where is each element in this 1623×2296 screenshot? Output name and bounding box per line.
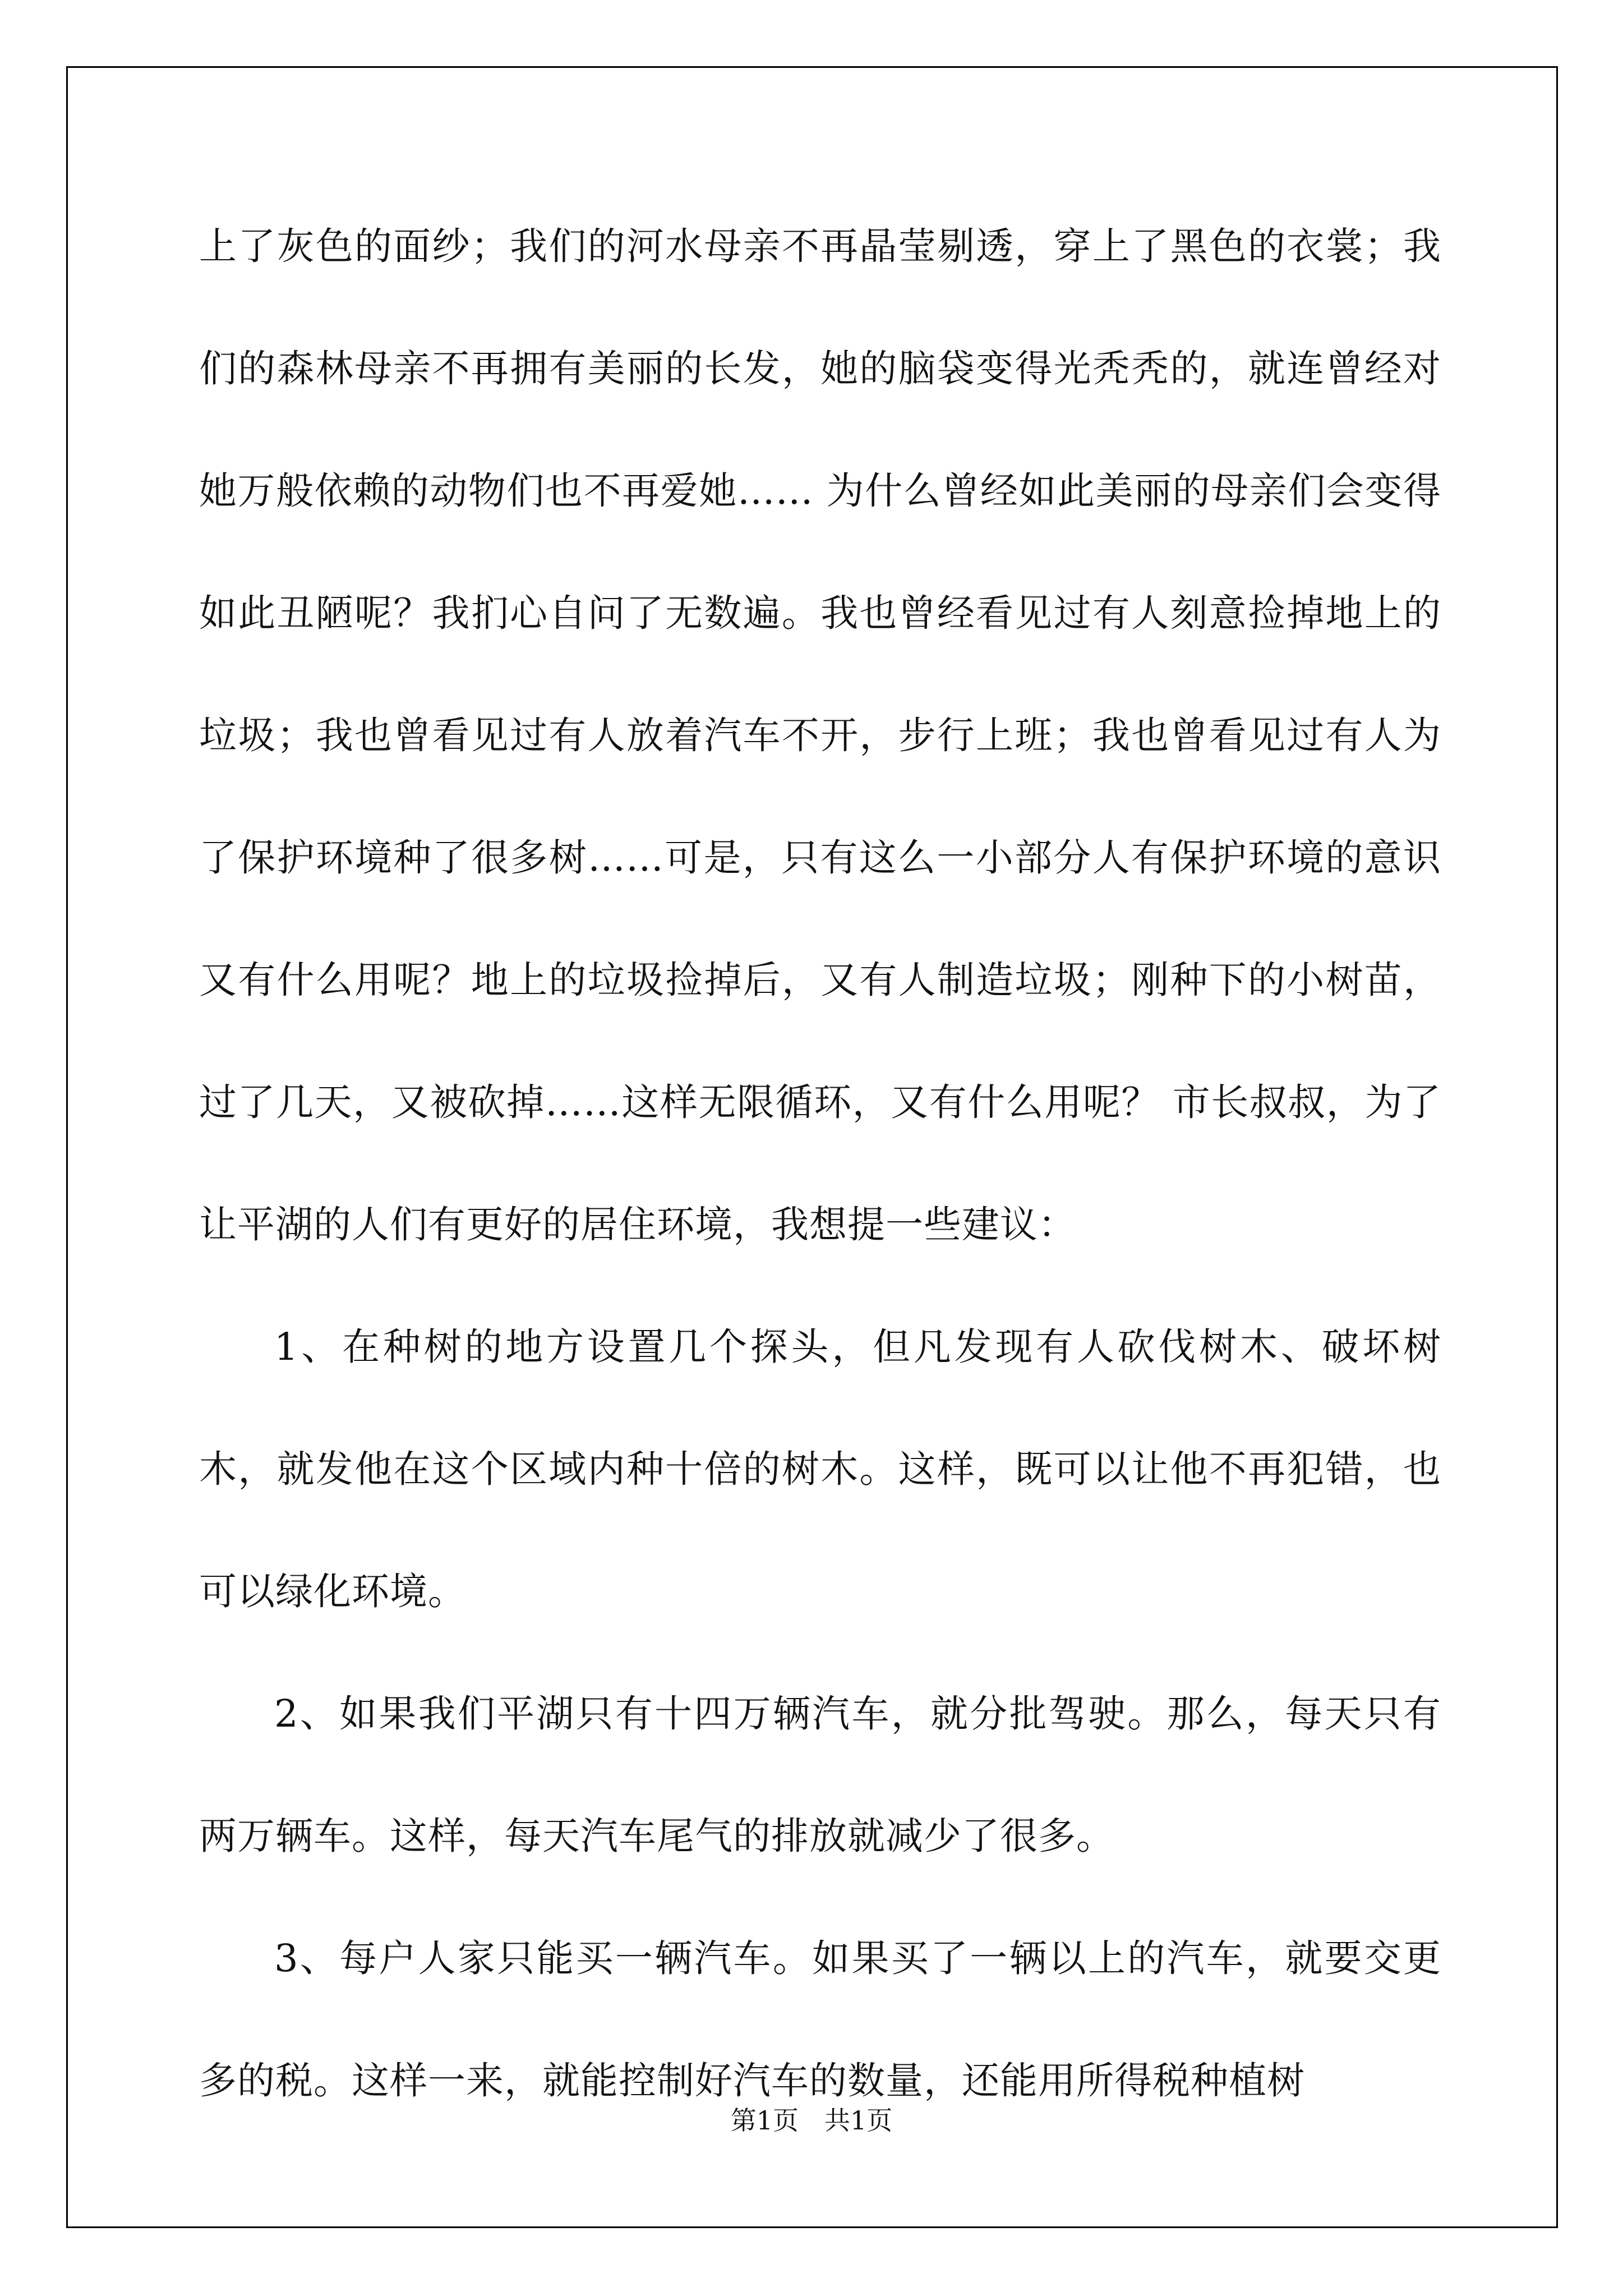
paragraph-2: 1、在种树的地方设置几个探头，但凡发现有人砍伐树木、破坏树木，就发他在这个区域内种十倍的树木。这样，既可以让他不再犯错，也可以绿化环境。: [199, 1325, 1441, 1613]
paragraph-1: 上了灰色的面纱；我们的河水母亲不再晶莹剔透，穿上了黑色的衣裳；我们的森林母亲不再拥有美丽的长发，她的脑袋变得光秃秃的，就连曾经对她万般依赖的动物们也不再爱她…… 为什么曾经如此美丽的母亲们会变得如此丑陋呢？我扪心自问了无数遍。我也曾经看见过有人刻意捡掉地上的垃圾；我也曾看见过有人放着汽车不开，步行上班；我也曾看见过有人为了保护环境种了很多树……可是，只有这么一小部分人有保护环境的意识又有什么用呢？地上的垃圾捡掉后，又有人制造垃圾；刚种下的小树苗，过了几天，又被砍掉……这样无限循环，又有什么用呢？ 市长叔叔，为了让平湖的人们有更好的居住环境，我想提一些建议：: [199, 224, 1441, 1246]
paragraph-3: 2、如果我们平湖只有十四万辆汽车，就分批驾驶。那么，每天只有两万辆车。这样，每天汽车尾气的排放就减少了很多。: [199, 1692, 1441, 1858]
page-number-total: 共1页: [824, 2105, 893, 2136]
page-number-current: 第1页: [730, 2105, 799, 2136]
document-body: [199, 185, 1441, 2142]
page-footer: [0, 2104, 1623, 2137]
paragraph-4: 3、每户人家只能买一辆汽车。如果买了一辆以上的汽车，就要交更多的税。这样一来，就能控制好汽车的数量，还能用所得税种植树: [199, 1936, 1441, 2102]
